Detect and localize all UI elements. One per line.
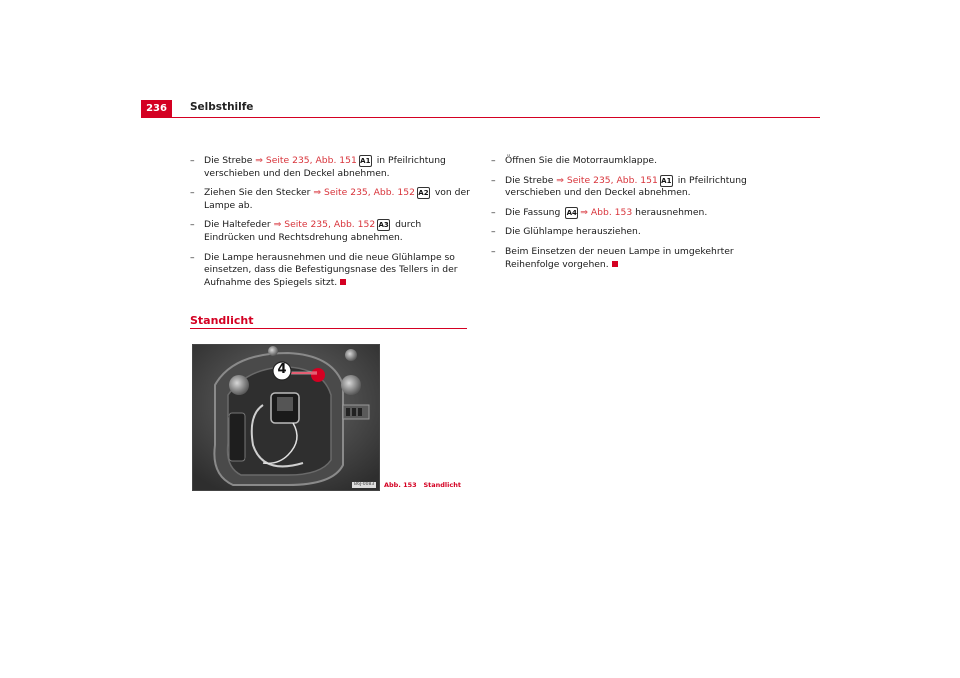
step-item [190, 187, 470, 212]
figure-caption [384, 481, 461, 489]
step-dash: – [190, 251, 195, 263]
step-text: Ziehen Sie den Stecker [204, 187, 314, 199]
step-item [190, 252, 470, 290]
adjuster-knob [341, 375, 361, 395]
page-number: 236 [141, 100, 172, 118]
step-text: Die Lampe herausnehmen und die neue Glühlampe so einsetzen, dass die Befestigungsnase des Tellers in der Aufnahme des Spiegels sitzt. [204, 251, 458, 288]
callout-badge: A2 [418, 189, 429, 198]
step-dash: – [491, 206, 496, 218]
right-column [491, 155, 781, 278]
step-text: von der Lampe ab. [204, 187, 470, 211]
step-item [491, 155, 781, 168]
step-text: durch Eindrücken und Rechtsdrehung abnehmen. [204, 219, 422, 243]
callout-badge: A1 [661, 176, 672, 185]
step-item [491, 226, 781, 239]
step-text: Beim Einsetzen der neuen Lampe in umgekehrter Reihenfolge vorgehen. [505, 245, 734, 270]
step-dash: – [190, 155, 195, 166]
step-item [190, 219, 470, 244]
step-dash: – [491, 245, 496, 257]
header-divider [141, 117, 820, 118]
page-header-title: Selbsthilfe [190, 101, 254, 113]
caption-label: Abb. 153 [384, 481, 417, 489]
pointer-dot [311, 368, 325, 382]
step-text: Die Strebe [204, 155, 256, 166]
step-text: Die Haltefeder [204, 219, 274, 231]
step-dash: – [491, 226, 496, 238]
step-item [491, 207, 781, 220]
cross-reference-link[interactable]: ⇒ Seite 235, Abb. 151 [556, 174, 658, 186]
cross-reference-link[interactable]: ⇒ Abb. 153 [580, 206, 633, 218]
step-item [190, 155, 470, 180]
step-dash: – [491, 174, 496, 186]
cross-reference-link[interactable]: ⇒ Seite 235, Abb. 151 [255, 155, 357, 166]
cross-reference-link[interactable]: ⇒ Seite 235, Abb. 152 [313, 187, 415, 199]
step-text: in Pfeilrichtung verschieben und den Deckel abnehmen. [204, 155, 446, 179]
caption-title: Standlicht [423, 481, 461, 489]
figure-code: B6J-0083 [354, 482, 375, 487]
step-dash: – [491, 155, 496, 166]
step-item [491, 246, 781, 271]
callout-badge: A4 [566, 208, 577, 217]
callout-badge: A3 [378, 221, 389, 230]
step-dash: – [190, 219, 195, 231]
step-text: in Pfeilrichtung verschieben und den Deckel abnehmen. [505, 174, 747, 199]
section-end-marker [340, 279, 346, 285]
adjuster-knob [229, 375, 249, 395]
callout-number: 4 [277, 362, 287, 377]
section-title: Standlicht [190, 314, 254, 327]
callout-badge: A1 [360, 157, 371, 165]
standlicht-photo [192, 344, 380, 491]
step-item [491, 175, 781, 200]
step-text: Die Strebe [505, 174, 557, 186]
step-text: Die Glühlampe herausziehen. [505, 226, 641, 238]
step-dash: – [190, 187, 195, 199]
step-text: Öffnen Sie die Motorraumklappe. [505, 155, 658, 166]
section-divider [190, 328, 467, 329]
cross-reference-link[interactable]: ⇒ Seite 235, Abb. 152 [273, 219, 376, 231]
step-text: Die Fassung [505, 206, 564, 218]
step-text: herausnehmen. [632, 206, 708, 218]
section-end-marker [612, 261, 618, 267]
left-column [190, 155, 470, 296]
